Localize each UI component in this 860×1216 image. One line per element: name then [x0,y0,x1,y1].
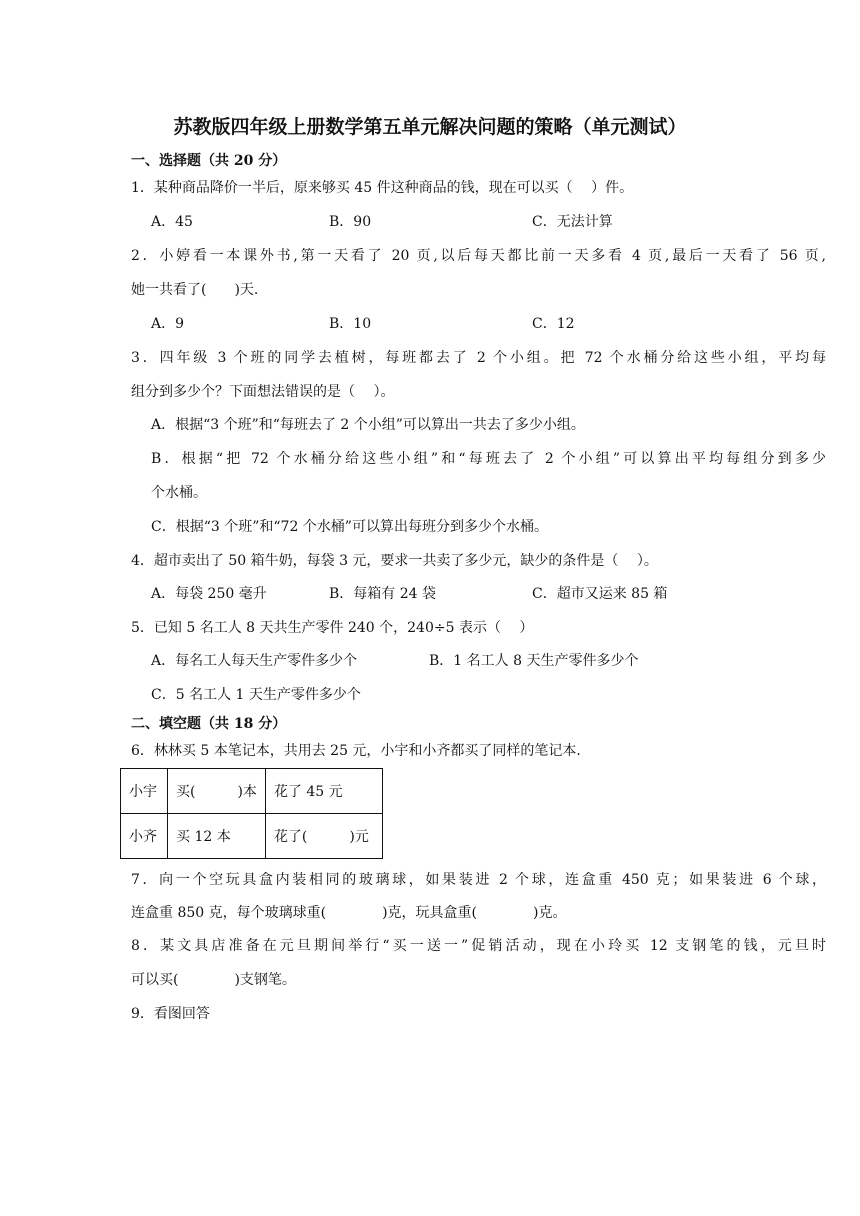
table-cell: 花了 45 元 [265,769,382,814]
question-4-stem: 4．超市卖出了 50 箱牛奶，每袋 3 元，要求一共卖了多少元，缺少的条件是（ ）。 [131,553,658,569]
q5-option-c: C．5 名工人 1 天生产零件多少个 [151,687,361,703]
question-9-stem: 9．看图回答 [131,1006,210,1022]
q1-option-c: C．无法计算 [532,214,613,230]
table-cell: 花了( )元 [265,814,382,859]
q3-option-b-line-2: 个水桶。 [151,485,207,501]
section-heading-choice: 一、选择题（共 20 分） [131,153,287,169]
question-6-stem: 6．林林买 5 本笔记本，共用去 25 元，小宇和小齐都买了同样的笔记本． [131,743,591,759]
question-1-stem: 1．某种商品降价一半后，原来够买 45 件这种商品的钱，现在可以买（ ）件。 [131,180,634,196]
q2-option-c: C．12 [532,316,575,332]
table-row [121,769,383,814]
q3-option-a: A．根据“3 个班”和“每班去了 2 个小组”可以算出一共去了多少小组。 [151,417,585,433]
q2-option-b: B．10 [329,316,372,332]
question-3-line-2: 组分到多少个？下面想法错误的是（ ）。 [131,384,395,400]
page-title: 苏教版四年级上册数学第五单元解决问题的策略（单元测试） [173,116,687,138]
q1-option-b: B．90 [329,214,372,230]
table-cell: 买( )本 [168,769,266,814]
question-2-line-1: 2．小婷看一本课外书,第一天看了 20 页,以后每天都比前一天多看 4 页,最后一天看了 56 页, [131,248,826,264]
q4-option-b: B．每箱有 24 袋 [329,586,437,602]
q4-option-c: C．超市又运来 85 箱 [532,586,668,602]
table-cell: 小齐 [121,814,168,859]
question-7-line-1: 7．向一个空玩具盒内装相同的玻璃球，如果装进 2 个球，连盒重 450 克；如果装进 6 个球， [131,872,826,888]
q3-option-c: C．根据“3 个班”和“72 个水桶”可以算出每班分到多少个水桶。 [151,519,548,535]
q3-option-b-line-1: B．根据“把 72 个水桶分给这些小组”和“每班去了 2 个小组”可以算出平均每组分到多少 [151,451,826,467]
question-8-line-2: 可以买( )支钢笔。 [131,972,296,988]
question-8-line-1: 8．某文具店准备在元旦期间举行“买一送一”促销活动，现在小玲买 12 支钢笔的钱，元旦时 [131,938,826,954]
table-cell: 买 12 本 [168,814,266,859]
section-heading-fill: 二、填空题（共 18 分） [131,716,287,732]
q5-option-b: B．1 名工人 8 天生产零件多少个 [429,653,639,669]
question-5-stem: 5．已知 5 名工人 8 天共生产零件 240 个，240÷5 表示（ ） [131,620,534,636]
question-7-line-2: 连盒重 850 克，每个玻璃球重( )克，玩具盒重( )克。 [131,905,567,921]
question-3-line-1: 3．四年级 3 个班的同学去植树，每班都去了 2 个小组。把 72 个水桶分给这些小组，平均每 [131,350,826,366]
q5-option-a: A．每名工人每天生产零件多少个 [151,653,358,669]
table-cell: 小宇 [121,769,168,814]
q1-option-a: A．45 [151,214,193,230]
table-row [121,814,383,859]
question-2-line-2: 她一共看了( )天. [131,282,259,298]
q6-table [120,768,383,859]
q4-option-a: A．每袋 250 毫升 [151,586,267,602]
q2-option-a: A．9 [151,316,185,332]
